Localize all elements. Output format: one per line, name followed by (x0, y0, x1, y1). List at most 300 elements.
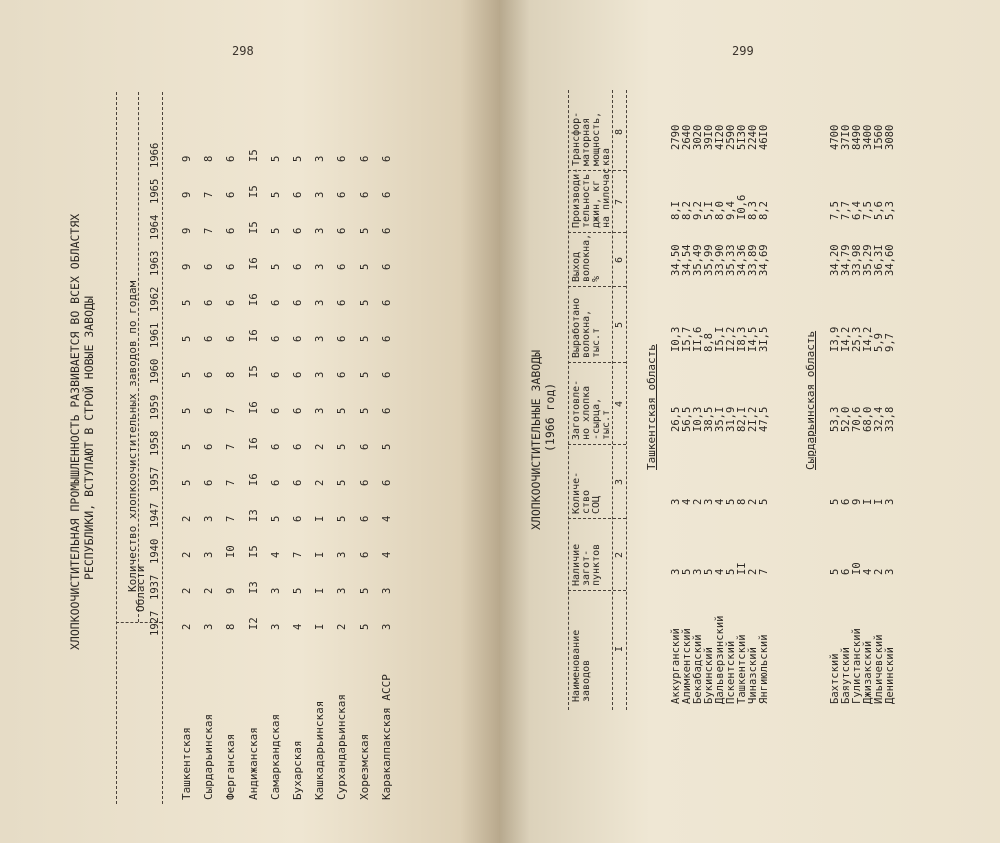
table-cell: 8 (203, 155, 216, 162)
table-cell: 3 (314, 227, 327, 234)
year-header: 1962 (149, 286, 161, 312)
year-header: 1963 (149, 250, 161, 276)
column-header-line: -сырца, (591, 397, 602, 440)
region-name: Андижанская (246, 727, 260, 800)
table-cell: 5 (358, 623, 371, 630)
table-cell: 3 (670, 498, 682, 505)
column-divider (568, 362, 626, 363)
table-cell: 4 (681, 498, 693, 505)
table-cell: 5 (336, 515, 349, 522)
table-cell: 2 (873, 568, 885, 575)
table-cell: 34,50 (670, 244, 682, 276)
column-number: I (614, 645, 625, 652)
table-cell: 6 (336, 227, 349, 234)
table-cell: I2,2 (725, 326, 737, 352)
plant-name: Букинский (703, 647, 715, 704)
table-cell: I3,9 (829, 326, 841, 352)
page-number: 299 (732, 44, 754, 58)
table-cell: 35,33 (725, 244, 737, 276)
table-cell: 33,90 (714, 244, 726, 276)
table-cell: 2790 (670, 124, 682, 150)
table-cell: 8,I (670, 201, 682, 220)
column-header-line: мощность, (591, 111, 602, 166)
year-header: 1966 (149, 142, 161, 168)
table-cell: 5 (269, 155, 282, 162)
table-cell: 5 (269, 515, 282, 522)
region-name: Ташкентская (180, 727, 193, 800)
table-cell: I5 (247, 365, 260, 378)
region-name: Сурхандарьинская (335, 694, 349, 800)
year-header: 1959 (149, 394, 161, 420)
table-cell: 5,6 (873, 201, 885, 220)
page-number: 298 (232, 44, 254, 58)
table-cell: 2 (692, 498, 704, 505)
table-cell: I6 (247, 257, 260, 270)
table-cell: 6 (380, 299, 393, 306)
table-cell: 6 (203, 263, 216, 270)
table-cell: 6 (203, 371, 216, 378)
column-header-line: тельность (581, 173, 592, 228)
table-cell: I5 (247, 185, 260, 198)
table-cell: 25,3 (851, 326, 863, 352)
section-heading: Ташкентская область (645, 344, 658, 470)
table-cell: 9 (851, 498, 863, 505)
plant-name: Ташкентский (736, 634, 748, 704)
table-cell: 5 (269, 191, 282, 198)
table-cell: 6 (336, 335, 349, 342)
table-cell: 6 (358, 551, 371, 558)
table-cell: 7,5 (829, 201, 841, 220)
table-cell: 36,3I (873, 244, 885, 276)
table-cell: 6 (380, 263, 393, 270)
plant-name: Денинский (884, 647, 896, 704)
table-cell: 9,2 (692, 201, 704, 220)
table-cell: 5 (181, 479, 193, 486)
table-cell: 5 (181, 407, 193, 414)
column-number: 6 (614, 256, 625, 263)
table-cell: 3 (336, 587, 349, 594)
table-cell: 70,6 (851, 406, 863, 432)
column-header-line: но хлопка (581, 385, 592, 440)
table-cell: 5 (380, 443, 393, 450)
table-cell: 8,0 (714, 201, 726, 220)
region-name: Каракалпакская АССР (379, 674, 393, 800)
table-cell: 4 (269, 551, 282, 558)
table-cell: 34,20 (829, 244, 841, 276)
column-header-line: СОЦ (591, 495, 602, 514)
table-cell: 9,4 (725, 201, 737, 220)
table-cell: 5 (829, 568, 841, 575)
column-divider (568, 518, 626, 519)
table-cell: 4 (714, 568, 726, 575)
table-cell: 5 (358, 299, 371, 306)
table-cell: 33,8 (884, 406, 896, 432)
plant-name: Ильичевский (873, 634, 885, 704)
year-header: 1937 (149, 574, 161, 600)
table-cell: 6 (269, 299, 282, 306)
table-cell: II,6 (692, 326, 704, 352)
table-cell: I (314, 587, 327, 594)
table-cell: I0,3 (692, 406, 704, 432)
table-cell: I560 (873, 124, 885, 150)
table-cell: 4 (714, 498, 726, 505)
year-header: 1957 (149, 466, 161, 492)
table-cell: 2 (203, 587, 216, 594)
table-cell: 8,2 (681, 201, 693, 220)
table-cell: I6 (247, 401, 260, 414)
column-header-line: Трансфор- (571, 111, 582, 166)
table-cell: I (314, 551, 327, 558)
table-cell: 6 (292, 371, 304, 378)
table-cell: 37I0 (840, 124, 852, 150)
table-cell: 5 (181, 443, 193, 450)
table-cell: I6 (247, 329, 260, 342)
table-cell: I (862, 498, 874, 505)
table-cell: 5 (269, 227, 282, 234)
table-cell: 6 (358, 155, 371, 162)
table-cell: 33,89 (747, 244, 759, 276)
year-header: 1964 (149, 214, 161, 240)
table-cell: 6 (203, 479, 216, 486)
column-number: 8 (614, 128, 625, 135)
table-cell: 5 (336, 479, 349, 486)
table-cell: 5 (336, 407, 349, 414)
plant-name: Алимкентский (681, 628, 693, 704)
table-cell: I5,I (714, 326, 726, 352)
table-cell: I4,2 (840, 326, 852, 352)
table-cell: 5,3 (884, 201, 896, 220)
table-cell: 6 (840, 498, 852, 505)
table-cell: I0,3 (670, 326, 682, 352)
table-cell: 6 (269, 335, 282, 342)
column-header-line: ство (581, 489, 592, 514)
column-divider (568, 444, 626, 445)
table-cell: 4 (292, 623, 304, 630)
table-cell: 6 (380, 191, 393, 198)
table-cell: 5 (358, 587, 371, 594)
table-cell: 6 (292, 227, 304, 234)
column-header-line: тыс.т (591, 327, 602, 358)
table-title: ХЛОПКООЧИСТИТЕЛЬНАЯ ПРОМЫШЛЕННОСТЬ РАЗВИВАЕТСЯ ВО ВСЕХ ОБЛАСТЯХ (68, 213, 82, 650)
plant-name: Янгиюльский (758, 634, 770, 704)
region-name: Самаркандская (268, 713, 282, 800)
table-cell: 5 (358, 407, 371, 414)
table-cell: 4 (380, 551, 393, 558)
column-header-line: Наименование (571, 629, 582, 702)
table-cell: 5 (703, 568, 715, 575)
column-header-line: загот- (581, 549, 592, 586)
column-header-line: Выход (571, 251, 582, 282)
section-heading: Сырдарьинская область (804, 330, 817, 470)
table-cell: 2 (181, 587, 193, 594)
table-cell: 2 (181, 623, 193, 630)
table-cell: 34,36 (736, 244, 748, 276)
table-cell: II (736, 562, 748, 575)
table-cell: I (314, 515, 327, 522)
table-cell: 6 (358, 443, 371, 450)
column-number: 2 (614, 551, 625, 558)
table-cell: I6 (247, 437, 260, 450)
table-title: ХЛОПКООЧИСТИТЕЛЬНЫЕ ЗАВОДЫ (529, 349, 543, 530)
table-cell: 4I20 (714, 124, 726, 150)
column-header-line: Выработано (571, 297, 582, 358)
table-cell: 7 (758, 568, 770, 575)
table-cell: I4,2 (862, 326, 874, 352)
table-cell: 34,79 (840, 244, 852, 276)
table-cell: 5 (181, 299, 193, 306)
table-cell: 6 (269, 407, 282, 414)
table-cell: 6 (358, 191, 371, 198)
table-cell: 6 (380, 335, 393, 342)
table-cell: I6 (247, 293, 260, 306)
table-cell: 6 (225, 335, 238, 342)
table-header-divider (162, 92, 163, 804)
table-cell: 2240 (747, 124, 759, 150)
table-cell: 31,9 (725, 406, 737, 432)
table-cell: 6 (225, 227, 238, 234)
table-cell: 6 (269, 479, 282, 486)
table-cell: 2 (314, 479, 327, 486)
table-cell: 9 (181, 155, 193, 162)
table-cell: 52,0 (840, 406, 852, 432)
table-cell: 3 (203, 551, 216, 558)
table-cell: 26,5 (670, 406, 682, 432)
column-header-line: тыс.т (601, 409, 612, 440)
table-cell: I0 (225, 545, 238, 558)
table-cell: 6 (203, 299, 216, 306)
column-header-line: % (591, 275, 602, 282)
table-cell: 3 (692, 568, 704, 575)
table-cell: 6 (336, 191, 349, 198)
table-cell: 3 (670, 568, 682, 575)
table-cell: 3080 (884, 124, 896, 150)
table-cell: 6 (269, 371, 282, 378)
table-cell: 6 (358, 515, 371, 522)
table-subtitle: (1966 год) (543, 382, 557, 452)
table-cell: 38,5 (703, 406, 715, 432)
year-header: 1961 (149, 322, 161, 348)
column-number: 5 (614, 321, 625, 328)
header-border-bottom (612, 90, 613, 710)
column-header-line: Количе- (571, 471, 582, 514)
table-cell: 3 (314, 371, 327, 378)
table-cell: 6 (225, 191, 238, 198)
table-cell: 35,29 (862, 244, 874, 276)
year-header: 1947 (149, 502, 161, 528)
column-header-line: Заготовле- (571, 379, 582, 440)
column-divider (568, 286, 626, 287)
table-cell: 7,7 (840, 201, 852, 220)
table-border-top (116, 92, 117, 804)
table-cell: 32,4 (873, 406, 885, 432)
table-cell: 5 (358, 227, 371, 234)
table-cell: 8,3 (747, 201, 759, 220)
table-cell: I4,5 (747, 326, 759, 352)
year-header: 1958 (149, 430, 161, 456)
table-cell: 3 (269, 587, 282, 594)
table-cell: 35,49 (692, 244, 704, 276)
column-header-line: ква (601, 147, 612, 166)
table-cell: 34,69 (758, 244, 770, 276)
table-cell: I8,3 (736, 326, 748, 352)
table-cell: 8,8 (703, 333, 715, 352)
region-name: Бухарская (291, 740, 304, 800)
plant-name: Дальверзинский (714, 615, 726, 704)
table-cell: 3 (314, 191, 327, 198)
right-page (500, 0, 1000, 843)
table-cell: I3 (247, 581, 260, 594)
table-cell: 3 (314, 407, 327, 414)
table-cell: 2 (181, 515, 193, 522)
table-cell: 6 (358, 479, 371, 486)
column-header-line: на пилочас (601, 167, 612, 228)
column-header-line: Наличие (571, 543, 582, 586)
table-cell: 3 (269, 623, 282, 630)
column-header-line: пунктов (591, 543, 602, 586)
table-cell: 6 (292, 479, 304, 486)
header-group: Количество хлопкоочистительных заводов по годам (126, 280, 139, 592)
table-cell: 8,2 (758, 201, 770, 220)
plant-name: Аккурганский (670, 628, 682, 704)
table-cell: 6 (336, 155, 349, 162)
header-region: Области (134, 565, 147, 612)
table-cell: 7 (203, 191, 216, 198)
table-cell: I5,7 (681, 326, 693, 352)
table-cell: 6 (269, 443, 282, 450)
table-cell: 5 (269, 263, 282, 270)
table-cell: 6 (380, 479, 393, 486)
table-cell: I (314, 623, 327, 630)
table-cell: I2 (247, 617, 260, 630)
table-cell: 6 (336, 299, 349, 306)
table-cell: 5 (181, 335, 193, 342)
table-cell: 3400 (862, 124, 874, 150)
table-cell: 5 (358, 371, 371, 378)
column-header-line: заводов (581, 659, 592, 702)
table-cell: 3 (314, 155, 327, 162)
table-cell: 2I,2 (747, 406, 759, 432)
table-cell: I3 (247, 509, 260, 522)
table-cell: 6 (225, 263, 238, 270)
table-cell: 5,I (703, 201, 715, 220)
table-cell: I0,6 (736, 194, 748, 220)
table-cell: 8 (225, 371, 238, 378)
table-cell: 2 (181, 551, 193, 558)
plant-name: Бекабадский (692, 634, 704, 704)
table-cell: 5 (681, 568, 693, 575)
column-header-line: волокна, (581, 233, 592, 282)
table-cell: 2 (314, 443, 327, 450)
column-divider (568, 590, 626, 591)
table-cell: I0 (851, 562, 863, 575)
table-cell: 5 (358, 263, 371, 270)
table-cell: 47,5 (758, 406, 770, 432)
table-cell: 7 (225, 443, 238, 450)
table-cell: 2 (747, 568, 759, 575)
table-cell: 9 (225, 587, 238, 594)
table-cell: 2 (336, 623, 349, 630)
table-cell: I5 (247, 149, 260, 162)
plant-name: Гулистанский (851, 628, 863, 704)
table-cell: 34,60 (884, 244, 896, 276)
table-cell: 2 (747, 498, 759, 505)
table-cell: 3I,5 (758, 326, 770, 352)
table-cell: 56,5 (681, 406, 693, 432)
table-cell: 6 (292, 407, 304, 414)
table-cell: 53,3 (829, 406, 841, 432)
table-cell: 3 (884, 498, 896, 505)
table-cell: 6 (292, 515, 304, 522)
plant-name: Баяутский (840, 647, 852, 704)
year-header: 1927 (149, 610, 161, 636)
column-divider (568, 232, 626, 233)
table-cell: 8 (736, 498, 748, 505)
table-cell: 9 (181, 227, 193, 234)
table-cell: 6 (203, 407, 216, 414)
table-cell: I5 (247, 545, 260, 558)
year-header: 1965 (149, 178, 161, 204)
plant-name: Пскентский (725, 640, 737, 704)
table-cell: 46I0 (758, 124, 770, 150)
table-cell: 35,I (714, 406, 726, 432)
column-number: 3 (614, 478, 625, 485)
plant-name: Чиназский (747, 647, 759, 704)
table-cell: 6 (203, 443, 216, 450)
table-cell: 8 (225, 623, 238, 630)
table-cell: 4 (380, 515, 393, 522)
region-name: Сырдарьинская (202, 713, 216, 800)
table-cell: 3020 (692, 124, 704, 150)
table-cell: 5 (725, 498, 737, 505)
table-cell: 68,0 (862, 406, 874, 432)
table-cell: 6 (292, 191, 304, 198)
colnum-border (626, 90, 627, 710)
table-cell: 4700 (829, 124, 841, 150)
table-cell: 39I0 (703, 124, 715, 150)
table-title-continuation: РЕСПУБЛИКИ, ВСТУПАЮТ В СТРОЙ НОВЫЕ ЗАВОДЫ (82, 296, 96, 580)
table-cell: 9 (181, 263, 193, 270)
column-number: 4 (614, 400, 625, 407)
table-cell: 82,I (736, 406, 748, 432)
table-cell: 3 (380, 587, 393, 594)
table-cell: 3 (314, 335, 327, 342)
table-cell: 7 (203, 227, 216, 234)
table-cell: 5 (292, 587, 304, 594)
table-cell: 5 (336, 443, 349, 450)
table-cell: 6 (380, 371, 393, 378)
region-name: Хорезмская (357, 733, 371, 800)
table-cell: 5 (829, 498, 841, 505)
table-cell: 7 (225, 515, 238, 522)
column-header-line: джин, кг (591, 179, 602, 228)
table-cell: 7 (225, 479, 238, 486)
year-header: 1960 (149, 358, 161, 384)
plant-name: Джизакский (862, 640, 874, 704)
table-cell: 6 (336, 371, 349, 378)
table-cell: 6 (292, 443, 304, 450)
table-cell: 3 (336, 551, 349, 558)
table-cell: I (873, 498, 885, 505)
table-cell: 6 (380, 155, 393, 162)
table-cell: 3 (703, 498, 715, 505)
table-cell: 6 (225, 299, 238, 306)
table-cell: 6 (380, 227, 393, 234)
table-cell: 6 (292, 263, 304, 270)
table-cell: 6 (292, 299, 304, 306)
table-cell: 3 (314, 299, 327, 306)
column-number: 7 (614, 198, 625, 205)
table-cell: 6,4 (851, 201, 863, 220)
